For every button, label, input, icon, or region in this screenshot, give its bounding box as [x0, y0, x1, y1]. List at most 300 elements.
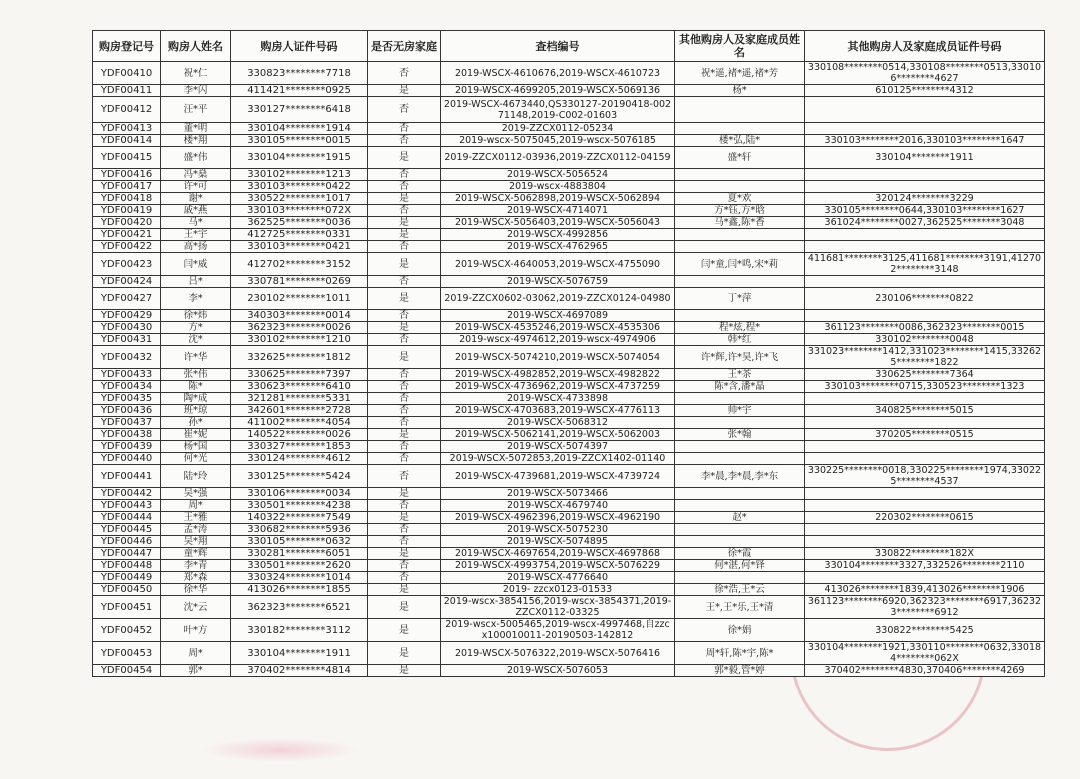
reg-no-cell: YDF00452: [93, 619, 161, 642]
other-ids-cell: 330103********2016,330103********1647: [805, 135, 1045, 147]
table-row: [93, 97, 1045, 123]
archive-no-cell: 2019-wscx-4883804: [441, 181, 675, 193]
other-names-cell: [675, 97, 805, 123]
buyer-name-cell: 郑*森: [161, 572, 231, 584]
archive-no-cell: 2019-wscx-3854156,2019-wscx-3854371,2019-ZZCX0112-03325: [441, 596, 675, 619]
buyer-id-cell: 330105********0015: [231, 135, 368, 147]
table-row: [93, 135, 1045, 147]
header-buyer-id: 购房人证件号码: [231, 31, 368, 62]
has-house-cell: 否: [368, 276, 441, 288]
buyer-name-cell: 李*青: [161, 560, 231, 572]
buyer-name-cell: 冯*燊: [161, 169, 231, 181]
other-names-cell: 徐*霞: [675, 548, 805, 560]
other-names-cell: 程*炫,程*: [675, 322, 805, 334]
other-ids-cell: [805, 572, 1045, 584]
reg-no-cell: YDF00413: [93, 123, 161, 135]
table-row: [93, 524, 1045, 536]
buyer-id-cell: 330104********1914: [231, 123, 368, 135]
buyer-id-cell: 332625********1812: [231, 346, 368, 369]
has-house-cell: 是: [368, 288, 441, 310]
reg-no-cell: YDF00437: [93, 417, 161, 429]
buyer-name-cell: 许*可: [161, 181, 231, 193]
reg-no-cell: YDF00440: [93, 453, 161, 465]
table-row: [93, 181, 1045, 193]
has-house-cell: 否: [368, 310, 441, 322]
header-other-ids: 其他购房人及家庭成员证件号码: [805, 31, 1045, 62]
other-ids-cell: 411681********3125,411681********3191,412702********3148: [805, 253, 1045, 276]
other-names-cell: [675, 393, 805, 405]
other-names-cell: [675, 276, 805, 288]
buyer-name-cell: 祝*仁: [161, 62, 231, 85]
reg-no-cell: YDF00441: [93, 465, 161, 488]
other-ids-cell: 370402********4830,370406********4269: [805, 665, 1045, 677]
other-names-cell: 陈*含,潘*晶: [675, 381, 805, 393]
archive-no-cell: 2019-WSCX-5068312: [441, 417, 675, 429]
has-house-cell: 否: [368, 181, 441, 193]
other-names-cell: [675, 169, 805, 181]
other-names-cell: [675, 310, 805, 322]
reg-no-cell: YDF00448: [93, 560, 161, 572]
buyer-name-cell: 周*: [161, 642, 231, 665]
archive-no-cell: 2019-WSCX-4982852,2019-WSCX-4982822: [441, 369, 675, 381]
buyer-name-cell: 高*扬: [161, 241, 231, 253]
archive-no-cell: 2019-WSCX-5076322,2019-WSCX-5076416: [441, 642, 675, 665]
other-names-cell: 徐*浩,王*云: [675, 584, 805, 596]
buyer-name-cell: 何*光: [161, 453, 231, 465]
other-names-cell: 帅*宇: [675, 405, 805, 417]
other-ids-cell: [805, 417, 1045, 429]
table-row: [93, 465, 1045, 488]
buyer-name-cell: 李*闪: [161, 85, 231, 97]
other-names-cell: [675, 229, 805, 241]
buyer-id-cell: 362323********0026: [231, 322, 368, 334]
reg-no-cell: YDF00442: [93, 488, 161, 500]
has-house-cell: 是: [368, 253, 441, 276]
table-row: [93, 147, 1045, 169]
archive-no-cell: 2019-WSCX-4535246,2019-WSCX-4535306: [441, 322, 675, 334]
other-ids-cell: [805, 441, 1045, 453]
buyer-id-cell: 330327********1853: [231, 441, 368, 453]
other-ids-cell: [805, 500, 1045, 512]
table-row: [93, 217, 1045, 229]
buyer-id-cell: 330104********1911: [231, 642, 368, 665]
table-row: [93, 665, 1045, 677]
archive-no-cell: 2019-ZZCX0112-03936,2019-ZZCX0112-04159: [441, 147, 675, 169]
buyer-name-cell: 方*: [161, 322, 231, 334]
table-row: [93, 369, 1045, 381]
other-ids-cell: 361123********6920,362323********6917,362323********6912: [805, 596, 1045, 619]
buyer-name-cell: 陆*玲: [161, 465, 231, 488]
archive-no-cell: 2019-WSCX-5056403,2019-WSCX-5056043: [441, 217, 675, 229]
table-row: [93, 85, 1045, 97]
archive-no-cell: 2019-ZZCX0602-03062,2019-ZZCX0124-04980: [441, 288, 675, 310]
buyer-name-cell: 张*伟: [161, 369, 231, 381]
other-names-cell: [675, 524, 805, 536]
buyer-id-cell: 330781********0269: [231, 276, 368, 288]
buyer-name-cell: 马*: [161, 217, 231, 229]
buyer-name-cell: 吴*翔: [161, 536, 231, 548]
table-row: [93, 322, 1045, 334]
buyer-name-cell: 戚*燕: [161, 205, 231, 217]
table-row: [93, 548, 1045, 560]
header-has-house: 是否无房家庭: [368, 31, 441, 62]
other-names-cell: 周*轩,陈*宇,陈*: [675, 642, 805, 665]
buyer-id-cell: 412702********3152: [231, 253, 368, 276]
other-names-cell: 盛*轩: [675, 147, 805, 169]
buyer-name-cell: 叶*方: [161, 619, 231, 642]
table-row: [93, 253, 1045, 276]
other-ids-cell: [805, 453, 1045, 465]
reg-no-cell: YDF00421: [93, 229, 161, 241]
header-buyer-name: 购房人姓名: [161, 31, 231, 62]
buyer-name-cell: 郭*: [161, 665, 231, 677]
has-house-cell: 是: [368, 619, 441, 642]
has-house-cell: 否: [368, 393, 441, 405]
archive-no-cell: 2019-WSCX-4640053,2019-WSCX-4755090: [441, 253, 675, 276]
table-row: [93, 346, 1045, 369]
other-ids-cell: 220302********0615: [805, 512, 1045, 524]
table-header-row: [93, 31, 1045, 62]
buyer-id-cell: 330103********072X: [231, 205, 368, 217]
table-row: [93, 169, 1045, 181]
other-ids-cell: 330104********1921,330110********0632,330184********062X: [805, 642, 1045, 665]
table-row: [93, 417, 1045, 429]
buyer-name-cell: 杨*国: [161, 441, 231, 453]
has-house-cell: 否: [368, 62, 441, 85]
archive-no-cell: 2019- zzcx0123-01533: [441, 584, 675, 596]
other-names-cell: [675, 181, 805, 193]
reg-no-cell: YDF00424: [93, 276, 161, 288]
archive-no-cell: 2019-WSCX-5073466: [441, 488, 675, 500]
archive-no-cell: 2019-WSCX-4697654,2019-WSCX-4697868: [441, 548, 675, 560]
archive-no-cell: 2019-WSCX-5076759: [441, 276, 675, 288]
reg-no-cell: YDF00417: [93, 181, 161, 193]
other-names-cell: 闫*童,闫*鸣,宋*莉: [675, 253, 805, 276]
has-house-cell: 是: [368, 346, 441, 369]
has-house-cell: 否: [368, 572, 441, 584]
buyer-name-cell: 闫*威: [161, 253, 231, 276]
buyer-name-cell: 沈*云: [161, 596, 231, 619]
has-house-cell: 是: [368, 642, 441, 665]
house-purchase-registration-table: [92, 30, 1045, 677]
buyer-id-cell: 330281********6051: [231, 548, 368, 560]
reg-no-cell: YDF00443: [93, 500, 161, 512]
buyer-name-cell: 崔*妮: [161, 429, 231, 441]
other-ids-cell: [805, 181, 1045, 193]
header-archive-no: 查档编号: [441, 31, 675, 62]
other-ids-cell: 320124********3229: [805, 193, 1045, 205]
has-house-cell: 否: [368, 369, 441, 381]
archive-no-cell: 2019-WSCX-5076053: [441, 665, 675, 677]
reg-no-cell: YDF00420: [93, 217, 161, 229]
has-house-cell: 否: [368, 417, 441, 429]
table-row: [93, 193, 1045, 205]
has-house-cell: 是: [368, 193, 441, 205]
buyer-id-cell: 330823********7718: [231, 62, 368, 85]
table-row: [93, 500, 1045, 512]
reg-no-cell: YDF00431: [93, 334, 161, 346]
other-names-cell: [675, 488, 805, 500]
other-names-cell: 丁*萍: [675, 288, 805, 310]
other-names-cell: 方*钰,方*晗: [675, 205, 805, 217]
buyer-id-cell: 330103********0421: [231, 241, 368, 253]
other-ids-cell: [805, 123, 1045, 135]
archive-no-cell: 2019-WSCX-5074397: [441, 441, 675, 453]
buyer-name-cell: 童*辉: [161, 548, 231, 560]
other-ids-cell: [805, 97, 1045, 123]
has-house-cell: 是: [368, 217, 441, 229]
table-row: [93, 596, 1045, 619]
other-ids-cell: 340825********5015: [805, 405, 1045, 417]
header-other-names: 其他购房人及家庭成员姓名: [675, 31, 805, 62]
has-house-cell: 是: [368, 512, 441, 524]
other-ids-cell: 361123********0086,362323********0015: [805, 322, 1045, 334]
buyer-name-cell: 沈*: [161, 334, 231, 346]
other-ids-cell: 330822********5425: [805, 619, 1045, 642]
other-ids-cell: 330225********0018,330225********1974,330225********4537: [805, 465, 1045, 488]
archive-no-cell: 2019-WSCX-4679740: [441, 500, 675, 512]
buyer-name-cell: 陈*: [161, 381, 231, 393]
has-house-cell: 是: [368, 429, 441, 441]
other-names-cell: 祝*遥,褚*遥,褚*芳: [675, 62, 805, 85]
buyer-id-cell: 330501********2620: [231, 560, 368, 572]
other-ids-cell: [805, 169, 1045, 181]
other-ids-cell: 331023********1412,331023********1415,332625********1822: [805, 346, 1045, 369]
archive-no-cell: 2019-WSCX-5074895: [441, 536, 675, 548]
reg-no-cell: YDF00435: [93, 393, 161, 405]
reg-no-cell: YDF00429: [93, 310, 161, 322]
archive-no-cell: 2019-WSCX-5062898,2019-WSCX-5062894: [441, 193, 675, 205]
buyer-id-cell: 330124********4612: [231, 453, 368, 465]
other-names-cell: 韩*红: [675, 334, 805, 346]
other-names-cell: 楼*弘,陆*: [675, 135, 805, 147]
archive-no-cell: 2019-WSCX-4992856: [441, 229, 675, 241]
buyer-id-cell: 330182********3112: [231, 619, 368, 642]
other-ids-cell: 330108********0514,330108********0513,330106********4627: [805, 62, 1045, 85]
other-ids-cell: 330822********182X: [805, 548, 1045, 560]
has-house-cell: 否: [368, 453, 441, 465]
archive-no-cell: 2019-WSCX-4714071: [441, 205, 675, 217]
other-names-cell: 王*茶: [675, 369, 805, 381]
buyer-name-cell: 陶*成: [161, 393, 231, 405]
buyer-id-cell: 330104********1915: [231, 147, 368, 169]
reg-no-cell: YDF00444: [93, 512, 161, 524]
reg-no-cell: YDF00450: [93, 584, 161, 596]
table-row: [93, 241, 1045, 253]
buyer-id-cell: 330324********1014: [231, 572, 368, 584]
has-house-cell: 否: [368, 241, 441, 253]
reg-no-cell: YDF00414: [93, 135, 161, 147]
buyer-id-cell: 330102********1210: [231, 334, 368, 346]
other-names-cell: 赵*: [675, 512, 805, 524]
buyer-name-cell: 王*雅: [161, 512, 231, 524]
has-house-cell: 是: [368, 147, 441, 169]
reg-no-cell: YDF00445: [93, 524, 161, 536]
other-ids-cell: [805, 393, 1045, 405]
table-row: [93, 405, 1045, 417]
other-names-cell: 张*翰: [675, 429, 805, 441]
reg-no-cell: YDF00446: [93, 536, 161, 548]
archive-no-cell: 2019-wscx-5075045,2019-wscx-5076185: [441, 135, 675, 147]
other-names-cell: [675, 123, 805, 135]
other-names-cell: [675, 241, 805, 253]
reg-no-cell: YDF00416: [93, 169, 161, 181]
archive-no-cell: 2019-WSCX-5074210,2019-WSCX-5074054: [441, 346, 675, 369]
buyer-id-cell: 413026********1855: [231, 584, 368, 596]
has-house-cell: 是: [368, 488, 441, 500]
table-row: [93, 62, 1045, 85]
buyer-id-cell: 330127********6418: [231, 97, 368, 123]
buyer-id-cell: 411421********0925: [231, 85, 368, 97]
other-names-cell: 李*晨,李*晨,李*东: [675, 465, 805, 488]
other-names-cell: 夏*欢: [675, 193, 805, 205]
reg-no-cell: YDF00415: [93, 147, 161, 169]
table-row: [93, 276, 1045, 288]
other-ids-cell: [805, 524, 1045, 536]
table-row: [93, 441, 1045, 453]
reg-no-cell: YDF00454: [93, 665, 161, 677]
buyer-id-cell: 330625********7397: [231, 369, 368, 381]
buyer-id-cell: 362323********6521: [231, 596, 368, 619]
reg-no-cell: YDF00436: [93, 405, 161, 417]
other-ids-cell: 361024********0027,362525********3048: [805, 217, 1045, 229]
table-row: [93, 381, 1045, 393]
table-row: [93, 229, 1045, 241]
other-ids-cell: [805, 241, 1045, 253]
other-ids-cell: 330102********0048: [805, 334, 1045, 346]
other-ids-cell: [805, 276, 1045, 288]
buyer-name-cell: 楼*翔: [161, 135, 231, 147]
buyer-name-cell: 周*: [161, 500, 231, 512]
reg-no-cell: YDF00411: [93, 85, 161, 97]
has-house-cell: 否: [368, 381, 441, 393]
other-ids-cell: [805, 310, 1045, 322]
other-names-cell: 马*鑫,陈*香: [675, 217, 805, 229]
other-ids-cell: 230106********0822: [805, 288, 1045, 310]
table-row: [93, 288, 1045, 310]
other-ids-cell: 330104********3327,332526********2110: [805, 560, 1045, 572]
other-names-cell: 何*湛,何*铎: [675, 560, 805, 572]
buyer-id-cell: 411002********4054: [231, 417, 368, 429]
buyer-id-cell: 321281********5331: [231, 393, 368, 405]
table-row: [93, 536, 1045, 548]
buyer-id-cell: 330623********6410: [231, 381, 368, 393]
reg-no-cell: YDF00430: [93, 322, 161, 334]
header-reg-no: 购房登记号: [93, 31, 161, 62]
reg-no-cell: YDF00422: [93, 241, 161, 253]
buyer-name-cell: 孟*涛: [161, 524, 231, 536]
buyer-name-cell: 班*琼: [161, 405, 231, 417]
buyer-name-cell: 吕*: [161, 276, 231, 288]
buyer-id-cell: 230102********1011: [231, 288, 368, 310]
table-row: [93, 619, 1045, 642]
archive-no-cell: 2019-WSCX-4739681,2019-WSCX-4739724: [441, 465, 675, 488]
table-row: [93, 584, 1045, 596]
has-house-cell: 是: [368, 548, 441, 560]
buyer-id-cell: 342601********2728: [231, 405, 368, 417]
table-row: [93, 642, 1045, 665]
buyer-id-cell: 412725********0331: [231, 229, 368, 241]
buyer-id-cell: 340303********0014: [231, 310, 368, 322]
archive-no-cell: 2019-WSCX-5056524: [441, 169, 675, 181]
has-house-cell: 否: [368, 169, 441, 181]
has-house-cell: 否: [368, 500, 441, 512]
buyer-name-cell: 王*宇: [161, 229, 231, 241]
has-house-cell: 否: [368, 405, 441, 417]
reg-no-cell: YDF00439: [93, 441, 161, 453]
archive-no-cell: 2019-wscx-5005465,2019-wscx-4997468,自zzcx100010011-20190503-142812: [441, 619, 675, 642]
buyer-id-cell: 362525********0036: [231, 217, 368, 229]
buyer-id-cell: 330682********5936: [231, 524, 368, 536]
table-row: [93, 310, 1045, 322]
has-house-cell: 否: [368, 524, 441, 536]
has-house-cell: 是: [368, 596, 441, 619]
reg-no-cell: YDF00427: [93, 288, 161, 310]
has-house-cell: 是: [368, 584, 441, 596]
table-row: [93, 429, 1045, 441]
has-house-cell: 否: [368, 536, 441, 548]
reg-no-cell: YDF00419: [93, 205, 161, 217]
table-row: [93, 205, 1045, 217]
other-ids-cell: 330104********1911: [805, 147, 1045, 169]
has-house-cell: 否: [368, 560, 441, 572]
other-names-cell: [675, 417, 805, 429]
reg-no-cell: YDF00451: [93, 596, 161, 619]
buyer-name-cell: 谢*: [161, 193, 231, 205]
reg-no-cell: YDF00434: [93, 381, 161, 393]
other-ids-cell: [805, 536, 1045, 548]
archive-no-cell: 2019-WSCX-4673440,QS330127-20190418-00271148,2019-C002-01603: [441, 97, 675, 123]
other-ids-cell: 413026********1839,413026********1906: [805, 584, 1045, 596]
buyer-name-cell: 许*华: [161, 346, 231, 369]
archive-no-cell: 2019-ZZCX0112-05234: [441, 123, 675, 135]
has-house-cell: 否: [368, 135, 441, 147]
buyer-name-cell: 吴*强: [161, 488, 231, 500]
table-row: [93, 123, 1045, 135]
buyer-name-cell: 孙*: [161, 417, 231, 429]
other-names-cell: 杨*: [675, 85, 805, 97]
buyer-id-cell: 330103********0422: [231, 181, 368, 193]
buyer-id-cell: 140322********7549: [231, 512, 368, 524]
red-ink-smudge: [200, 738, 360, 762]
table-row: [93, 393, 1045, 405]
buyer-id-cell: 330125********5424: [231, 465, 368, 488]
buyer-name-cell: 盛*伟: [161, 147, 231, 169]
other-ids-cell: 330103********0715,330523********1323: [805, 381, 1045, 393]
other-names-cell: [675, 441, 805, 453]
buyer-id-cell: 330501********4238: [231, 500, 368, 512]
archive-no-cell: 2019-WSCX-5075230: [441, 524, 675, 536]
archive-no-cell: 2019-WSCX-4962396,2019-WSCX-4962190: [441, 512, 675, 524]
buyer-name-cell: 董*明: [161, 123, 231, 135]
buyer-name-cell: 李*: [161, 288, 231, 310]
other-ids-cell: 370205********0515: [805, 429, 1045, 441]
other-ids-cell: 610125********4312: [805, 85, 1045, 97]
has-house-cell: 是: [368, 85, 441, 97]
table-row: [93, 334, 1045, 346]
archive-no-cell: 2019-WSCX-4993754,2019-WSCX-5076229: [441, 560, 675, 572]
table-row: [93, 572, 1045, 584]
other-names-cell: [675, 500, 805, 512]
archive-no-cell: 2019-WSCX-4736962,2019-WSCX-4737259: [441, 381, 675, 393]
other-names-cell: [675, 572, 805, 584]
buyer-id-cell: 330106********0034: [231, 488, 368, 500]
buyer-name-cell: 徐*华: [161, 584, 231, 596]
archive-no-cell: 2019-WSCX-4697089: [441, 310, 675, 322]
archive-no-cell: 2019-WSCX-4733898: [441, 393, 675, 405]
has-house-cell: 是: [368, 665, 441, 677]
buyer-id-cell: 330105********0632: [231, 536, 368, 548]
